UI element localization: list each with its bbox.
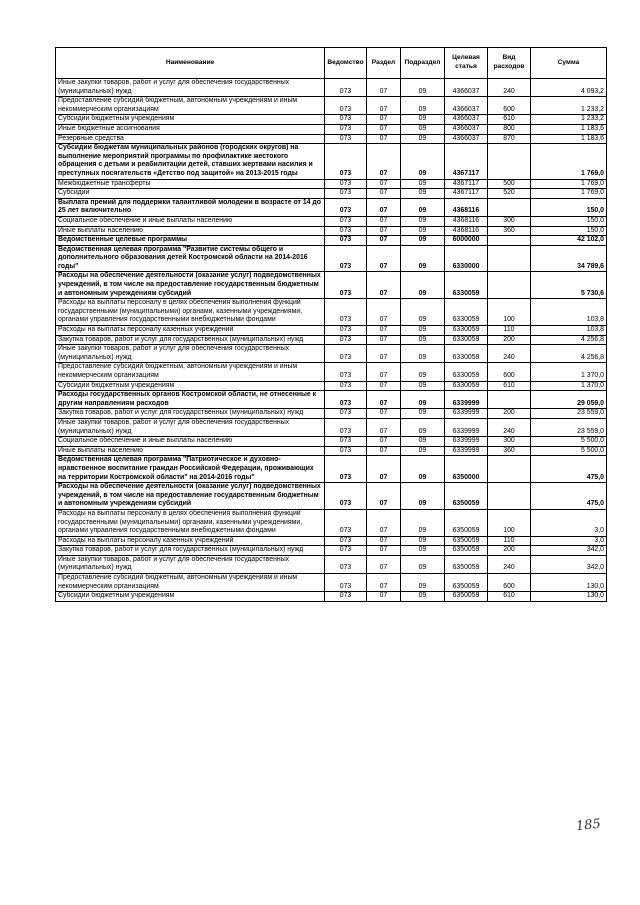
row-subsection: 09 xyxy=(401,299,445,326)
row-ministry: 073 xyxy=(325,245,367,272)
row-section: 07 xyxy=(367,134,401,144)
row-name: Расходы на выплаты персоналу в целях обеспечения выполнения функций государственными (муниципальными) органами, казенными учреждениями, органами управления государственными внебюджетными фондами xyxy=(56,509,325,536)
row-section: 07 xyxy=(367,555,401,573)
row-amount: 150,0 xyxy=(531,198,607,216)
row-target-article: 6350059 xyxy=(445,555,488,573)
row-target-article: 4368116 xyxy=(445,216,488,226)
row-target-article: 4366037 xyxy=(445,115,488,125)
header-expense-type: Вид расходов xyxy=(488,48,531,79)
row-expense-type: 100 xyxy=(488,299,531,326)
row-ministry: 073 xyxy=(325,79,367,97)
row-target-article: 4368116 xyxy=(445,198,488,216)
row-ministry: 073 xyxy=(325,189,367,199)
row-section: 07 xyxy=(367,363,401,381)
row-target-article: 6350059 xyxy=(445,483,488,510)
row-section: 07 xyxy=(367,326,401,336)
row-section: 07 xyxy=(367,456,401,483)
row-ministry: 073 xyxy=(325,409,367,419)
row-ministry: 073 xyxy=(325,115,367,125)
row-target-article: 6000000 xyxy=(445,236,488,246)
row-name: Предоставление субсидий бюджетным, автономным учреждениям и иным некоммерческим организациям xyxy=(56,574,325,592)
row-target-article: 6339999 xyxy=(445,418,488,436)
row-amount: 1 183,6 xyxy=(531,134,607,144)
row-expense-type: 870 xyxy=(488,134,531,144)
row-target-article: 6339999 xyxy=(445,391,488,409)
row-section: 07 xyxy=(367,79,401,97)
row-amount: 29 059,0 xyxy=(531,391,607,409)
row-ministry: 073 xyxy=(325,97,367,115)
row-amount: 342,0 xyxy=(531,555,607,573)
row-section: 07 xyxy=(367,409,401,419)
row-ministry: 073 xyxy=(325,546,367,556)
row-target-article: 6339999 xyxy=(445,437,488,447)
row-name: Иные закупки товаров, работ и услуг для обеспечения государственных (муниципальных) нужд xyxy=(56,555,325,573)
row-subsection: 09 xyxy=(401,179,445,189)
row-subsection: 09 xyxy=(401,335,445,345)
table-row xyxy=(56,144,607,179)
row-target-article: 6350059 xyxy=(445,536,488,546)
row-subsection: 09 xyxy=(401,97,445,115)
row-target-article: 4366037 xyxy=(445,134,488,144)
table-row xyxy=(56,409,607,419)
row-subsection: 09 xyxy=(401,236,445,246)
row-amount: 150,0 xyxy=(531,216,607,226)
row-target-article: 6330059 xyxy=(445,335,488,345)
row-name: Расходы на обеспечение деятельности (оказание услуг) подведомственных учреждений, в том числе на предоставление государственным бюджетным и автономным учреждениям субсидий xyxy=(56,272,325,299)
row-name: Расходы государственных органов Костромской области, не отнесенные к другим направлениям расходов xyxy=(56,391,325,409)
row-section: 07 xyxy=(367,391,401,409)
row-expense-type: 300 xyxy=(488,437,531,447)
row-name: Субсидии бюджетным учреждениям xyxy=(56,592,325,602)
row-expense-type: 360 xyxy=(488,446,531,456)
row-expense-type: 200 xyxy=(488,409,531,419)
row-ministry: 073 xyxy=(325,134,367,144)
row-amount: 4 093,2 xyxy=(531,79,607,97)
table-row xyxy=(56,198,607,216)
table-row xyxy=(56,335,607,345)
table-row xyxy=(56,418,607,436)
page-number: 185 xyxy=(575,816,602,835)
table-row xyxy=(56,97,607,115)
row-name: Расходы на выплаты персоналу в целях обеспечения выполнения функций государственными (муниципальными) органами, казенными учреждениями, органами управления государственными внебюджетными фондами xyxy=(56,299,325,326)
row-subsection: 09 xyxy=(401,189,445,199)
row-amount: 4 256,8 xyxy=(531,345,607,363)
row-name: Выплата премий для поддержки талантливой молодежи в возрасте от 14 до 25 лет включительно xyxy=(56,198,325,216)
row-expense-type: 100 xyxy=(488,509,531,536)
row-subsection: 09 xyxy=(401,446,445,456)
row-expense-type: 240 xyxy=(488,79,531,97)
row-ministry: 073 xyxy=(325,555,367,573)
row-amount: 130,0 xyxy=(531,574,607,592)
table-row xyxy=(56,189,607,199)
row-section: 07 xyxy=(367,189,401,199)
row-subsection: 09 xyxy=(401,536,445,546)
row-name: Социальное обеспечение и иные выплаты населению xyxy=(56,216,325,226)
row-target-article: 4368116 xyxy=(445,226,488,236)
row-expense-type: 240 xyxy=(488,418,531,436)
row-name: Иные выплаты населению xyxy=(56,446,325,456)
row-subsection: 09 xyxy=(401,144,445,179)
row-target-article: 6339999 xyxy=(445,409,488,419)
row-target-article: 4367117 xyxy=(445,179,488,189)
row-expense-type: 240 xyxy=(488,555,531,573)
row-amount: 3,0 xyxy=(531,509,607,536)
row-section: 07 xyxy=(367,179,401,189)
row-target-article: 6330059 xyxy=(445,326,488,336)
row-name: Расходы на выплаты персоналу казенных учреждений xyxy=(56,536,325,546)
row-name: Ведомственные целевые программы xyxy=(56,236,325,246)
row-name: Расходы на выплаты персоналу казенных учреждений xyxy=(56,326,325,336)
row-amount: 475,0 xyxy=(531,456,607,483)
row-section: 07 xyxy=(367,97,401,115)
table-row xyxy=(56,509,607,536)
row-subsection: 09 xyxy=(401,134,445,144)
row-amount: 3,0 xyxy=(531,536,607,546)
row-ministry: 073 xyxy=(325,418,367,436)
header-section: Раздел xyxy=(367,48,401,79)
row-subsection: 09 xyxy=(401,198,445,216)
row-expense-type xyxy=(488,236,531,246)
row-amount: 103,8 xyxy=(531,326,607,336)
row-expense-type xyxy=(488,245,531,272)
table-row xyxy=(56,79,607,97)
row-amount: 1 370,0 xyxy=(531,363,607,381)
row-target-article: 6330059 xyxy=(445,345,488,363)
row-subsection: 09 xyxy=(401,409,445,419)
table-row xyxy=(56,345,607,363)
table-row xyxy=(56,536,607,546)
row-name: Иные бюджетные ассигнования xyxy=(56,124,325,134)
row-section: 07 xyxy=(367,335,401,345)
row-subsection: 09 xyxy=(401,509,445,536)
row-amount: 5 730,6 xyxy=(531,272,607,299)
row-ministry: 073 xyxy=(325,144,367,179)
row-expense-type xyxy=(488,456,531,483)
row-subsection: 09 xyxy=(401,483,445,510)
row-amount: 1 233,2 xyxy=(531,97,607,115)
row-amount: 1 769,0 xyxy=(531,179,607,189)
row-section: 07 xyxy=(367,198,401,216)
row-ministry: 073 xyxy=(325,345,367,363)
row-expense-type: 520 xyxy=(488,189,531,199)
header-amount: Сумма xyxy=(531,48,607,79)
row-section: 07 xyxy=(367,345,401,363)
row-target-article: 6330059 xyxy=(445,272,488,299)
row-amount: 23 559,0 xyxy=(531,418,607,436)
row-subsection: 09 xyxy=(401,546,445,556)
row-amount: 5 500,0 xyxy=(531,437,607,447)
row-expense-type: 300 xyxy=(488,216,531,226)
row-target-article: 4366037 xyxy=(445,79,488,97)
row-amount: 342,0 xyxy=(531,546,607,556)
row-ministry: 073 xyxy=(325,483,367,510)
row-name: Предоставление субсидий бюджетным, автономным учреждениям и иным некоммерческим организациям xyxy=(56,97,325,115)
row-target-article: 4367117 xyxy=(445,144,488,179)
row-section: 07 xyxy=(367,546,401,556)
row-expense-type: 610 xyxy=(488,115,531,125)
row-ministry: 073 xyxy=(325,592,367,602)
table-row xyxy=(56,216,607,226)
row-target-article: 6350059 xyxy=(445,546,488,556)
row-name: Иные закупки товаров, работ и услуг для обеспечения государственных (муниципальных) нужд xyxy=(56,79,325,97)
row-amount: 1 769,0 xyxy=(531,189,607,199)
row-section: 07 xyxy=(367,592,401,602)
row-ministry: 073 xyxy=(325,509,367,536)
table-row xyxy=(56,124,607,134)
row-ministry: 073 xyxy=(325,456,367,483)
row-subsection: 09 xyxy=(401,245,445,272)
row-section: 07 xyxy=(367,115,401,125)
table-row xyxy=(56,592,607,602)
row-name: Резервные средства xyxy=(56,134,325,144)
row-name: Межбюджетные трансферты xyxy=(56,179,325,189)
row-expense-type: 110 xyxy=(488,536,531,546)
row-expense-type: 600 xyxy=(488,574,531,592)
row-ministry: 073 xyxy=(325,391,367,409)
row-section: 07 xyxy=(367,216,401,226)
row-section: 07 xyxy=(367,226,401,236)
row-ministry: 073 xyxy=(325,574,367,592)
row-ministry: 073 xyxy=(325,179,367,189)
header-name: Наименование xyxy=(56,48,325,79)
row-expense-type: 500 xyxy=(488,179,531,189)
row-target-article: 6330059 xyxy=(445,299,488,326)
row-expense-type xyxy=(488,198,531,216)
table-row xyxy=(56,134,607,144)
table-row xyxy=(56,574,607,592)
row-name: Закупка товаров, работ и услуг для государственных (муниципальных) нужд xyxy=(56,409,325,419)
row-section: 07 xyxy=(367,272,401,299)
row-section: 07 xyxy=(367,483,401,510)
row-target-article: 6330000 xyxy=(445,245,488,272)
table-header-row xyxy=(56,48,607,79)
table-row xyxy=(56,115,607,125)
row-amount: 42 102,0 xyxy=(531,236,607,246)
row-subsection: 09 xyxy=(401,363,445,381)
row-section: 07 xyxy=(367,299,401,326)
row-ministry: 073 xyxy=(325,272,367,299)
row-target-article: 4366037 xyxy=(445,97,488,115)
row-subsection: 09 xyxy=(401,115,445,125)
table-row xyxy=(56,546,607,556)
table-row xyxy=(56,381,607,391)
header-ministry: Ведомство xyxy=(325,48,367,79)
header-target-article: Целевая статья xyxy=(445,48,488,79)
row-section: 07 xyxy=(367,446,401,456)
row-name: Закупка товаров, работ и услуг для государственных (муниципальных) нужд xyxy=(56,335,325,345)
table-row xyxy=(56,483,607,510)
row-expense-type xyxy=(488,391,531,409)
row-section: 07 xyxy=(367,509,401,536)
row-amount: 130,0 xyxy=(531,592,607,602)
row-target-article: 6350000 xyxy=(445,456,488,483)
row-name: Субсидии xyxy=(56,189,325,199)
row-subsection: 09 xyxy=(401,391,445,409)
row-amount: 4 256,8 xyxy=(531,335,607,345)
table-row xyxy=(56,555,607,573)
row-amount: 150,0 xyxy=(531,226,607,236)
row-subsection: 09 xyxy=(401,456,445,483)
row-name: Ведомственная целевая программа "Патриотическое и духовно-нравственное воспитание граждан Российской Федерации, проживающих на территории Костромской области" на 2014-2016 годы" xyxy=(56,456,325,483)
row-section: 07 xyxy=(367,245,401,272)
row-section: 07 xyxy=(367,437,401,447)
row-ministry: 073 xyxy=(325,326,367,336)
row-subsection: 09 xyxy=(401,592,445,602)
row-subsection: 09 xyxy=(401,326,445,336)
row-expense-type: 610 xyxy=(488,381,531,391)
table-row xyxy=(56,299,607,326)
row-subsection: 09 xyxy=(401,418,445,436)
table-row xyxy=(56,437,607,447)
row-name: Ведомственная целевая программа "Развитие системы общего и дополнительного образования детей Костромской области на 2014-2016 годы" xyxy=(56,245,325,272)
row-ministry: 073 xyxy=(325,437,367,447)
row-expense-type: 600 xyxy=(488,97,531,115)
row-name: Закупка товаров, работ и услуг для государственных (муниципальных) нужд xyxy=(56,546,325,556)
row-subsection: 09 xyxy=(401,437,445,447)
row-name: Субсидии бюджетным учреждениям xyxy=(56,115,325,125)
table-row xyxy=(56,326,607,336)
row-ministry: 073 xyxy=(325,536,367,546)
row-ministry: 073 xyxy=(325,124,367,134)
row-ministry: 073 xyxy=(325,226,367,236)
row-ministry: 073 xyxy=(325,299,367,326)
row-amount: 1 183,6 xyxy=(531,124,607,134)
row-name: Иные выплаты населению xyxy=(56,226,325,236)
row-name: Иные закупки товаров, работ и услуг для обеспечения государственных (муниципальных) нужд xyxy=(56,345,325,363)
row-section: 07 xyxy=(367,574,401,592)
table-row xyxy=(56,272,607,299)
row-name: Субсидии бюджетным учреждениям xyxy=(56,381,325,391)
row-expense-type: 800 xyxy=(488,124,531,134)
row-ministry: 073 xyxy=(325,216,367,226)
row-name: Социальное обеспечение и иные выплаты населению xyxy=(56,437,325,447)
table-row xyxy=(56,226,607,236)
row-subsection: 09 xyxy=(401,574,445,592)
row-name: Предоставление субсидий бюджетным, автономным учреждениям и иным некоммерческим организациям xyxy=(56,363,325,381)
row-amount: 475,0 xyxy=(531,483,607,510)
row-expense-type xyxy=(488,483,531,510)
row-section: 07 xyxy=(367,124,401,134)
header-subsection: Подраздел xyxy=(401,48,445,79)
row-subsection: 09 xyxy=(401,216,445,226)
budget-table xyxy=(55,47,607,602)
row-section: 07 xyxy=(367,236,401,246)
row-subsection: 09 xyxy=(401,555,445,573)
row-expense-type: 200 xyxy=(488,546,531,556)
row-amount: 103,8 xyxy=(531,299,607,326)
row-ministry: 073 xyxy=(325,198,367,216)
row-expense-type: 240 xyxy=(488,345,531,363)
row-subsection: 09 xyxy=(401,345,445,363)
row-section: 07 xyxy=(367,381,401,391)
row-subsection: 09 xyxy=(401,124,445,134)
row-ministry: 073 xyxy=(325,335,367,345)
table-body xyxy=(56,79,607,602)
row-target-article: 4367117 xyxy=(445,189,488,199)
table-row xyxy=(56,446,607,456)
table-row xyxy=(56,391,607,409)
row-target-article: 6330059 xyxy=(445,381,488,391)
row-expense-type: 610 xyxy=(488,592,531,602)
row-section: 07 xyxy=(367,144,401,179)
row-target-article: 6339999 xyxy=(445,446,488,456)
row-name: Субсидии бюджетам муниципальных районов (городских округов) на выполнение мероприятий программы по профилактике жестокого обращения с детьми и реабилитации детей, ставших жертвами насилия и преступных посягательств «Детство под защитой» на 2013-2015 годы xyxy=(56,144,325,179)
row-ministry: 073 xyxy=(325,446,367,456)
row-amount: 5 500,0 xyxy=(531,446,607,456)
row-amount: 1 233,2 xyxy=(531,115,607,125)
table-row xyxy=(56,363,607,381)
row-amount: 23 559,0 xyxy=(531,409,607,419)
row-section: 07 xyxy=(367,536,401,546)
row-expense-type xyxy=(488,272,531,299)
row-ministry: 073 xyxy=(325,236,367,246)
row-target-article: 6330059 xyxy=(445,363,488,381)
table-row xyxy=(56,245,607,272)
row-section: 07 xyxy=(367,418,401,436)
row-target-article: 4366037 xyxy=(445,124,488,134)
row-expense-type: 110 xyxy=(488,326,531,336)
row-subsection: 09 xyxy=(401,272,445,299)
row-target-article: 6350059 xyxy=(445,509,488,536)
row-name: Иные закупки товаров, работ и услуг для обеспечения государственных (муниципальных) нужд xyxy=(56,418,325,436)
row-subsection: 09 xyxy=(401,226,445,236)
table-row xyxy=(56,236,607,246)
row-expense-type xyxy=(488,144,531,179)
table-row xyxy=(56,179,607,189)
row-amount: 1 769,0 xyxy=(531,144,607,179)
row-amount: 34 789,6 xyxy=(531,245,607,272)
row-expense-type: 360 xyxy=(488,226,531,236)
row-name: Расходы на обеспечение деятельности (оказание услуг) подведомственных учреждений, в том числе на предоставление государственным бюджетным и автономным учреждениям субсидий xyxy=(56,483,325,510)
row-expense-type: 600 xyxy=(488,363,531,381)
table-row xyxy=(56,456,607,483)
row-subsection: 09 xyxy=(401,381,445,391)
row-ministry: 073 xyxy=(325,381,367,391)
row-amount: 1 370,0 xyxy=(531,381,607,391)
row-subsection: 09 xyxy=(401,79,445,97)
row-target-article: 6350059 xyxy=(445,592,488,602)
row-ministry: 073 xyxy=(325,363,367,381)
row-expense-type: 200 xyxy=(488,335,531,345)
row-target-article: 6350059 xyxy=(445,574,488,592)
